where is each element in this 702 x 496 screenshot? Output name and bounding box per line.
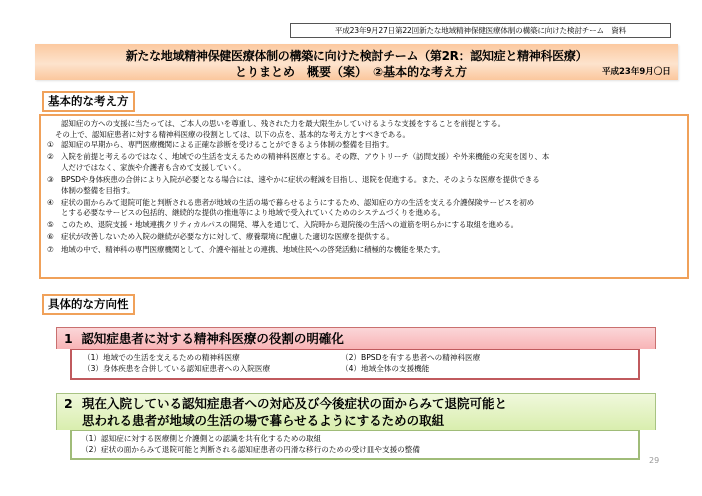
item-line: 症状の面からみて退院可能と判断される患者が地域の生活の場で暮らせるようにするため、認知症の方の生活を支える介護保険サービスを初め xyxy=(61,197,535,207)
direction-item: （1）認知症に対する医療側と介護側との認識を共有化するための取組 xyxy=(81,434,322,443)
direction-item: （3）身体疾患を合併している認知症患者への入院医療 xyxy=(83,363,271,373)
direction-title-line-2: 思われる患者が地域の生活の場で暮らせるようにするための取組 xyxy=(82,412,445,428)
title-line-1: 新たな地域精神保健医療体制の構築に向けた検討チーム（第2R：認知症と精神科医療） xyxy=(125,49,588,63)
item-line: BPSDや身体疾患の合併により入院が必要となる場合には、速やかに症状の軽減を目指し、退院を促進する。また、そのような医療を提供できる xyxy=(61,174,540,184)
title-banner xyxy=(35,44,678,80)
title-line-2: とりまとめ 概要（案） ②基本的な考え方 xyxy=(235,65,468,79)
item-text: 症状が改善しないため入院の継続が必要な方に対して、療養環境に配慮した適切な医療を提供する。 xyxy=(61,232,394,242)
source-note: 平成23年9月27日第22回新たな地域精神保健医療体制の構築に向けた検討チーム 資料 xyxy=(290,23,671,38)
item-line: 入院を前提と考えるのではなく、地域での生活を支えるための精神科医療とする。その際、アウトリーチ（訪問支援）や外来機能の充実を図り、本 xyxy=(61,152,550,162)
title-date: 平成23年9月〇日 xyxy=(602,67,671,77)
principle-item-6 xyxy=(47,232,681,243)
item-number: ② xyxy=(47,152,54,162)
item-number: ⑥ xyxy=(47,232,54,242)
direction-title: 認知症患者に対する精神科医療の役割の明確化 xyxy=(81,331,344,346)
item-number: ⑦ xyxy=(47,244,54,254)
direction-item: （2）BPSDを有する患者への精神科医療 xyxy=(341,353,481,362)
item-text xyxy=(61,175,540,196)
principle-item-3 xyxy=(47,175,681,196)
direction-item: （1）地域での生活を支えるための精神科医療 xyxy=(83,353,240,362)
direction-title-line-1: 現在入院している認知症患者への対応及び今後症状の面からみて退院可能と xyxy=(82,396,508,411)
direction-1-heading xyxy=(56,327,656,349)
intro-paragraph-1: 認知症の方への支援に当たっては、ご本人の思いを尊重し、残された力を最大限生かしていけるような支援をすることを前提とする。 xyxy=(61,119,505,128)
principle-item-4 xyxy=(47,198,681,219)
specific-section-label: 具体的な方向性 xyxy=(42,294,135,315)
item-number: ① xyxy=(47,140,54,150)
item-text xyxy=(61,152,549,173)
item-text: 認知症の早期から、専門医療機関による正確な診断を受けることができるよう体制の整備を目指す。 xyxy=(61,140,394,150)
basic-principles-box xyxy=(39,114,689,279)
item-number: ③ xyxy=(47,174,54,184)
direction-2-items xyxy=(70,430,640,460)
direction-1-items xyxy=(70,349,640,380)
item-line: 人だけではなく、家族や介護者も含めて支援していく。 xyxy=(61,162,246,172)
direction-item: （4）地域全体の支援機能 xyxy=(341,363,430,373)
item-text: 地域の中で、精神科の専門医療機関として、介護や福祉との連携、地域住民への啓発活動に積極的な機能を果たす。 xyxy=(61,244,445,254)
page-number: 29 xyxy=(649,456,660,465)
item-number: ⑤ xyxy=(47,220,54,230)
principle-item-5 xyxy=(47,220,681,231)
direction-number: 1 xyxy=(64,331,73,346)
item-text: このため、退院支援・地域連携クリティカルパスの開発、導入を通じて、入院時から退院後の生活への道筋を明らかにする取組を進める。 xyxy=(61,220,519,230)
intro-paragraph-2: その上で、認知症患者に対する精神科医療の役割としては、以下の点を、基本的な考え方とすべきである。 xyxy=(55,129,410,139)
item-number: ④ xyxy=(47,197,54,207)
item-line: 体制の整備を目指す。 xyxy=(61,185,135,195)
item-text xyxy=(61,198,534,219)
principle-item-7 xyxy=(47,245,681,256)
direction-2-heading xyxy=(56,393,656,430)
basic-section-label: 基本的な考え方 xyxy=(42,91,135,112)
direction-item: （2）症状の面からみて退院可能と判断される認知症患者の円滑な移行のための受け皿や支援の整備 xyxy=(81,444,420,454)
direction-number: 2 xyxy=(64,396,73,411)
principle-item-1 xyxy=(47,140,681,151)
principle-item-2 xyxy=(47,152,681,173)
item-line: とする必要なサービスの包括的、継続的な提供の推進等により地域で受入れていくためのシステムづくりを進める。 xyxy=(61,208,446,218)
